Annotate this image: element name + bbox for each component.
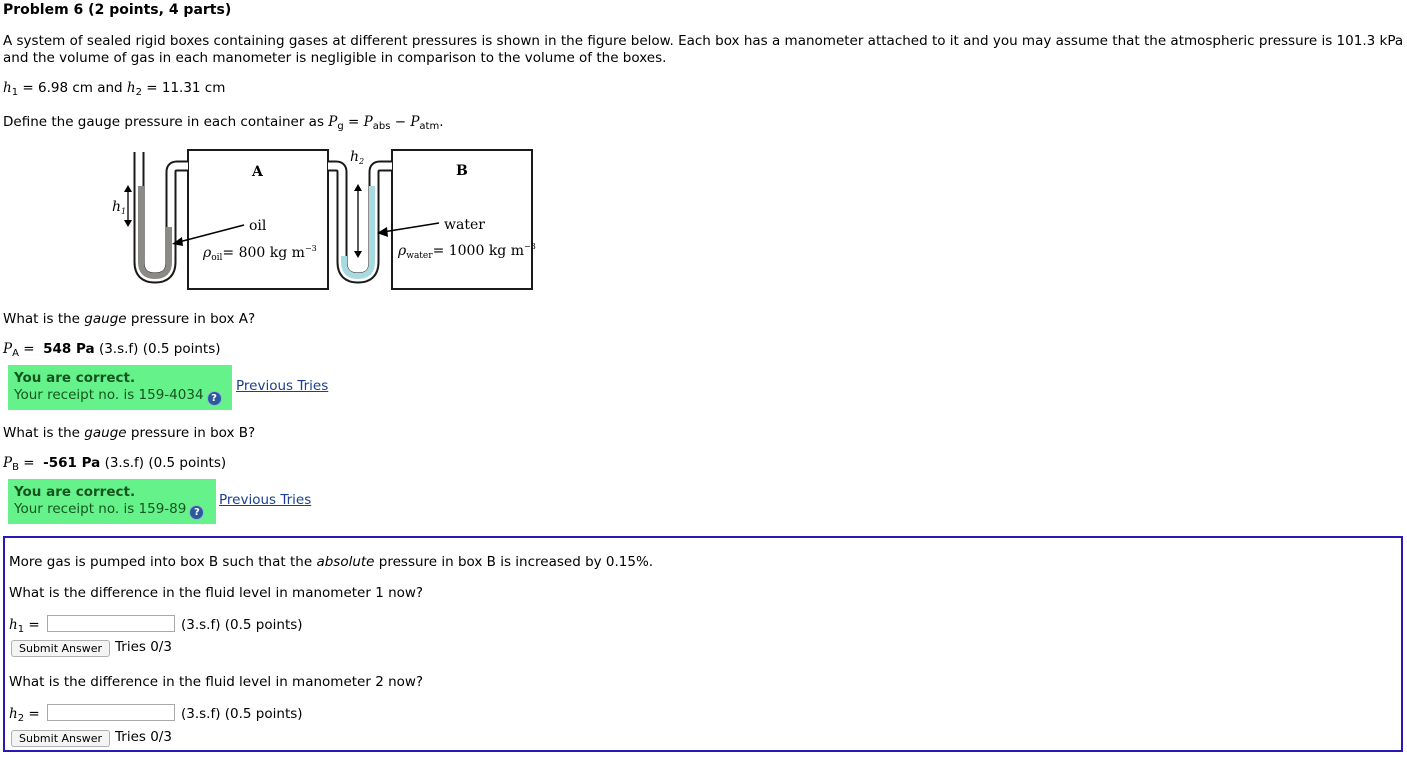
h1-answer-sub: 1: [17, 624, 25, 635]
part2-receipt-line: [14, 501, 210, 520]
part1-status: You are correct.: [14, 370, 136, 386]
h1-subscript: 1: [11, 87, 19, 98]
part1-answer-line: $P_A = 548$ Pa (3.s.f) (0.5 points): [3, 341, 221, 359]
patm-symbol: P: [410, 114, 420, 130]
gauge-def-period: .: [439, 114, 444, 130]
patm-sub: atm: [419, 121, 440, 132]
h1-figure-label: $h_1$: [112, 199, 127, 216]
part2-correct-box: [8, 479, 216, 524]
pa-symbol: P: [3, 341, 13, 357]
pg-symbol: P: [328, 114, 338, 130]
h1-answer-symbol: h: [9, 617, 18, 633]
part4-answer-suffix: (3.s.f) (0.5 points): [181, 706, 303, 722]
part1-receipt: Your receipt no. is 159-4034: [14, 387, 204, 403]
pb-sub: B: [12, 462, 19, 473]
pb-symbol: P: [3, 455, 13, 471]
part2-answer-suffix: (3.s.f) (0.5 points): [104, 455, 227, 471]
rho-oil-label: $\rho_{oil}= 800$ kg $m^{-3}$: [203, 244, 317, 263]
part3-submit-button[interactable]: Submit Answer: [11, 640, 110, 657]
problem-title: Problem 6 (2 points, 4 parts): [3, 2, 232, 18]
h2-answer-symbol: h: [9, 706, 18, 722]
pabs-symbol: P: [363, 114, 373, 130]
part2-previous-tries-link[interactable]: Previous Tries: [219, 492, 312, 508]
part1-receipt-line: [14, 387, 226, 406]
h2-symbol: h: [126, 80, 136, 96]
h2-answer-input[interactable]: [47, 704, 175, 721]
h1-value: = 6.98 cm and: [22, 80, 123, 96]
part1-previous-tries-link[interactable]: Previous Tries: [236, 378, 329, 394]
heights-given: [3, 80, 225, 98]
gauge-def-eq: =: [348, 114, 360, 130]
part4-tries: Tries 0/3: [115, 729, 172, 745]
part3-statement: [9, 554, 653, 570]
question-circle-icon[interactable]: ?: [207, 391, 222, 406]
manometer-1: [139, 152, 188, 278]
part2-question-em: gauge: [84, 425, 127, 441]
part1-question: [3, 311, 255, 327]
h2-value: = 11.31 cm: [146, 80, 226, 96]
part4-submit-button[interactable]: Submit Answer: [11, 730, 110, 747]
part1-answer-value: 548 Pa: [43, 341, 95, 357]
question-circle-icon[interactable]: ?: [189, 505, 204, 520]
part2-question-post: pressure in box B?: [130, 425, 256, 441]
part2-question: [3, 425, 255, 441]
part1-answer-suffix: (3.s.f) (0.5 points): [98, 341, 221, 357]
part1-question-pre: What is the: [3, 311, 80, 327]
problem-intro-line2: and the volume of gas in each manometer is negligible in comparison to the volume of the boxes.: [3, 50, 667, 66]
h2-subscript: 2: [135, 87, 142, 98]
h1-symbol: h: [3, 80, 12, 96]
box-b-label: B: [456, 163, 468, 179]
pg-sub: g: [337, 121, 344, 132]
gauge-def-minus: −: [394, 114, 407, 130]
box-a-label: A: [252, 164, 263, 180]
part2-receipt: Your receipt no. is 159-89: [14, 501, 187, 517]
part2-answer-value: -561 Pa: [43, 455, 101, 471]
part3-tries: Tries 0/3: [115, 639, 172, 655]
problem-intro-line1: A system of sealed rigid boxes containing gases at different pressures is shown in the figure below. Each box has a manometer attached to it and you may assume that the atmospheric pressure is 101.3 kPa: [3, 33, 1404, 49]
part3-statement-pre: More gas is pumped into box B such that the: [9, 554, 313, 570]
part2-question-pre: What is the: [3, 425, 80, 441]
water-label: water: [444, 217, 485, 233]
gauge-def-prefix: Define the gauge pressure in each container as: [3, 114, 324, 130]
part4-h2-label: $h_2$ =: [9, 706, 40, 724]
oil-label: oil: [249, 218, 267, 234]
pa-sub: A: [12, 348, 19, 359]
manometer-figure: [105, 143, 540, 295]
part3-h1-label: $h_1$ =: [9, 617, 40, 635]
part4-question: What is the difference in the fluid level in manometer 2 now?: [9, 674, 424, 690]
part2-answer-line: $P_B = -561$ Pa (3.s.f) (0.5 points): [3, 455, 227, 473]
h2-answer-sub: 2: [17, 713, 25, 724]
pabs-sub: abs: [372, 121, 391, 132]
part1-correct-box: [8, 365, 232, 410]
part3-question: What is the difference in the fluid level in manometer 1 now?: [9, 585, 424, 601]
part1-question-post: pressure in box A?: [130, 311, 256, 327]
part2-status: You are correct.: [14, 484, 136, 500]
h1-answer-input[interactable]: [47, 615, 175, 632]
part3-statement-em: absolute: [316, 554, 375, 570]
part3-statement-post: pressure in box B is increased by 0.15%.: [378, 554, 654, 570]
rho-water-label: $\rho_{water}= 1000$ kg $m^{-3}$: [398, 242, 536, 261]
manometer-2: [328, 166, 392, 278]
h2-figure-label: $h_2$: [350, 149, 365, 166]
active-parts-section: [3, 536, 1403, 752]
part3-answer-suffix: (3.s.f) (0.5 points): [181, 617, 303, 633]
gauge-definition: [3, 114, 444, 132]
part1-question-em: gauge: [84, 311, 127, 327]
